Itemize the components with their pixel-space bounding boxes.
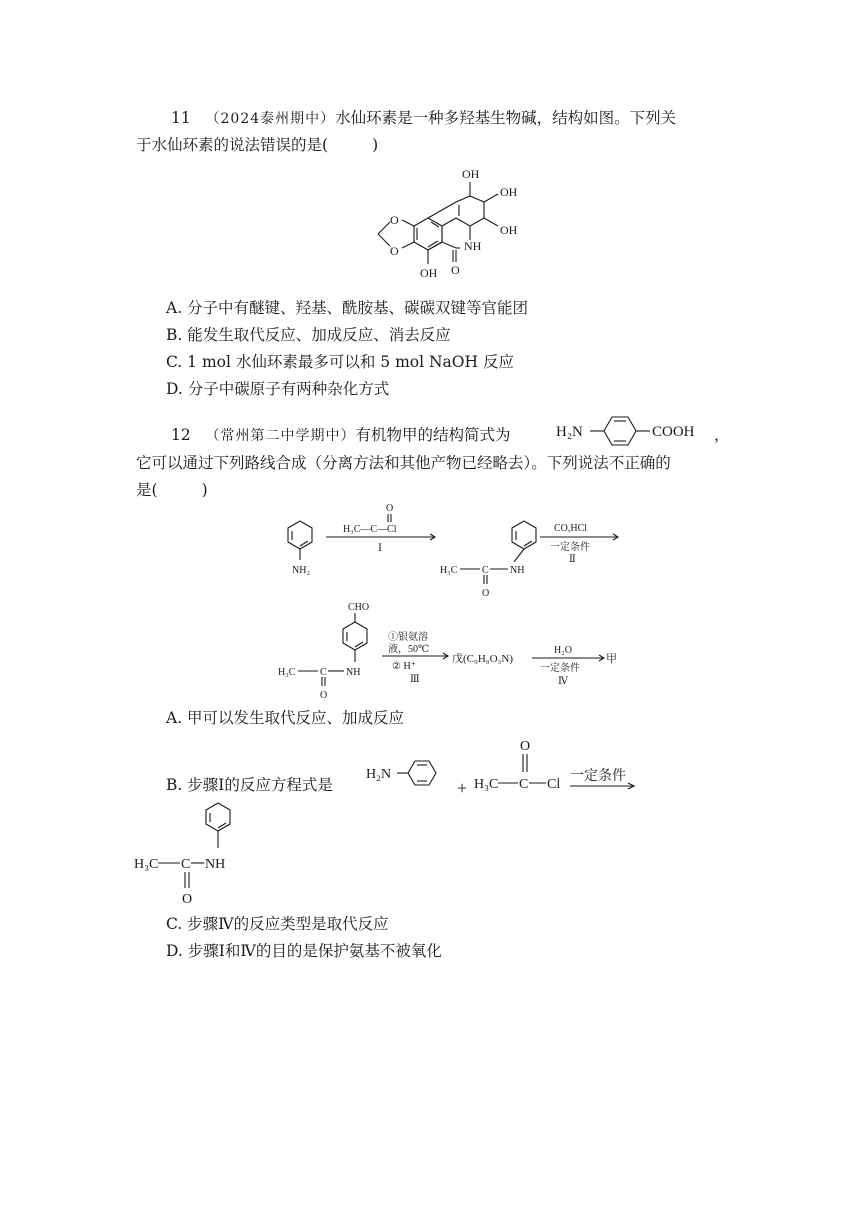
q12-scheme-row2: [276, 600, 636, 702]
scheme-nh2: NH₂: [292, 565, 310, 576]
q11-stem-line2: [136, 134, 378, 156]
q12-formula-h2n: H₂N: [556, 424, 583, 440]
q12-number: 12: [171, 426, 191, 444]
q11-stem-text2: 于水仙环素的说法错误的是(: [136, 136, 329, 154]
q12-scheme-row1: [270, 500, 630, 602]
eqb-cond: 一定条件: [570, 769, 626, 784]
q11-nh: NH: [464, 239, 482, 253]
q12-option-b-text: B. 步骤Ⅰ的反应方程式是: [166, 776, 333, 794]
scheme-prod2-nh: NH: [346, 667, 361, 678]
scheme-reagent4: H₂O: [554, 645, 572, 656]
eqb-prod-o: O: [182, 892, 193, 907]
scheme-jia: 甲: [606, 653, 617, 665]
q12-option-a: A. 甲可以发生取代反应、加成反应: [166, 709, 405, 727]
q12-stem-line2: 它可以通过下列路线合成（分离方法和其他产物已经略去）。下列说法不正确的: [136, 454, 671, 472]
eqb-h2n: H₂N: [366, 767, 392, 782]
q12-target-formula: [556, 410, 716, 450]
q11-number: 11: [171, 109, 191, 127]
scheme-reagent3c: ② H⁺: [392, 661, 416, 672]
q11-option-d: D. 分子中碳原子有两种杂化方式: [166, 380, 390, 398]
q11-oh-right1: OH: [500, 185, 518, 199]
q12-option-b-equation: [366, 732, 646, 802]
q12-paren-close: ): [201, 481, 208, 499]
q11-structure-diagram: [360, 162, 530, 287]
q11-option-a: A. 分子中有醚键、羟基、酰胺基、碳碳双键等官能团: [166, 299, 529, 317]
scheme-step2: Ⅱ: [569, 554, 576, 565]
eqb-c: C: [519, 777, 529, 792]
eqb-prod-nh: NH: [205, 857, 226, 872]
q11-o1: O: [390, 213, 399, 227]
q11-stem-line1: [171, 107, 676, 130]
scheme-prod1-nh: NH: [510, 565, 525, 576]
scheme-wu: 戊(C₉H₉O₃N): [452, 653, 513, 665]
q11-o2: O: [390, 244, 399, 258]
q11-option-c: C. 1 mol 水仙环素最多可以和 5 mol NaOH 反应: [166, 353, 514, 371]
scheme-reagent1: H₃C—C—Cl: [343, 524, 397, 535]
scheme-prod1-o: O: [482, 588, 490, 599]
q12-stem-text1: 有机物甲的结构简式为: [355, 426, 511, 444]
scheme-step4: Ⅳ: [558, 676, 568, 687]
scheme-cond2: 一定条件: [550, 542, 590, 553]
q12-option-c: C. 步骤Ⅳ的反应类型是取代反应: [166, 915, 389, 933]
scheme-prod1-h3c: H₃C: [440, 565, 458, 576]
scheme-prod2-h3c: H₃C: [278, 667, 296, 678]
q12-stem-line3: [136, 479, 208, 501]
eqb-h3c: H₃C: [474, 777, 499, 792]
scheme-prod1-c: C: [482, 565, 489, 576]
q11-option-b: B. 能发生取代反应、加成反应、消去反应: [166, 326, 451, 344]
q11-oh-bottom: OH: [420, 266, 438, 280]
eqb-o: O: [520, 739, 531, 754]
q12-option-d: D. 步骤Ⅰ和Ⅳ的目的是保护氨基不被氧化: [166, 942, 442, 960]
q11-o-carbonyl: O: [451, 263, 460, 277]
q12-formula-cooh: COOH: [652, 424, 695, 440]
q11-source: （2024泰州期中）: [205, 111, 336, 127]
q12-stem-comma: ，: [714, 426, 730, 444]
q11-oh-right2: OH: [500, 223, 518, 237]
scheme-prod2-o: O: [320, 690, 328, 701]
q11-stem-text1: 水仙环素是一种多羟基生物碱，结构如图。下列关: [335, 109, 677, 127]
q12-stem-text3: 是(: [136, 481, 158, 499]
scheme-reagent1-o: O: [386, 503, 394, 514]
q11-oh-top: OH: [462, 167, 480, 181]
scheme-reagent2: CO,HCl: [554, 523, 588, 534]
scheme-cond4: 一定条件: [540, 663, 580, 674]
q12-stem-line1: [171, 424, 511, 447]
scheme-cho: CHO: [348, 602, 370, 613]
eqb-plus: +: [457, 778, 468, 798]
eqb-prod-c: C: [181, 857, 191, 872]
q12-source: （常州第二中学期中）: [205, 428, 356, 444]
scheme-reagent3b: 液，50℃: [388, 644, 430, 655]
q12-option-b-product: [134, 800, 274, 908]
eqb-cl: Cl: [547, 777, 561, 792]
scheme-step3: Ⅲ: [410, 674, 420, 685]
scheme-reagent3a: ①银氨溶: [388, 632, 428, 643]
eqb-prod-h3c: H₃C: [134, 857, 159, 872]
scheme-step1: Ⅰ: [378, 543, 382, 554]
scheme-prod2-c: C: [320, 667, 327, 678]
q11-paren-close: ): [372, 136, 379, 154]
